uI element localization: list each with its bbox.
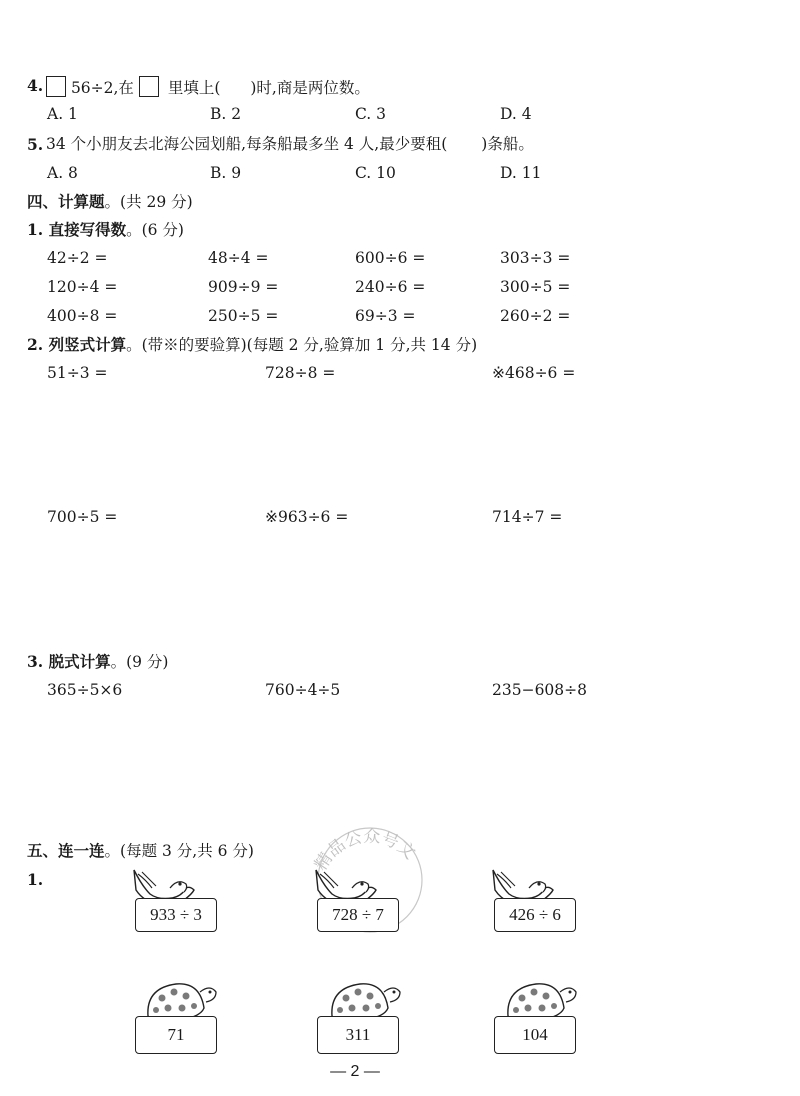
part2-score: 。(带※的要验算)(每题 2 分,验算加 1 分,共 14 分) <box>126 336 478 354</box>
stepwise-calc-item: 760÷4÷5 <box>265 681 341 699</box>
q4-text-3: )时,商是两位数。 <box>250 79 370 97</box>
vertical-calc-item: ※963÷6 = <box>265 508 349 526</box>
vertical-calc-item: 714÷7 = <box>492 508 563 526</box>
mental-calc-item: 69÷3 = <box>355 307 416 325</box>
vertical-calc-item: ※468÷6 = <box>492 364 576 382</box>
page-number: — 2 — <box>330 1063 380 1080</box>
part3-title: 3. 脱式计算 <box>27 652 111 671</box>
vertical-calc-item: 700÷5 = <box>47 508 118 526</box>
q5-option-c: C. 10 <box>355 164 396 182</box>
stamp-text: 精品公众号文 <box>311 826 419 875</box>
section4-heading <box>27 194 193 211</box>
part1-heading <box>27 222 184 239</box>
mental-calc-item: 909÷9 = <box>208 278 279 296</box>
q4-option-d: D. 4 <box>500 105 532 123</box>
q4-text-1: 56÷2,在 <box>70 79 134 97</box>
section5-heading <box>27 843 254 860</box>
section4-title: 四、计算题 <box>27 192 105 211</box>
section5-score: 。(每题 3 分,共 6 分) <box>104 842 254 860</box>
part1-score: 。(6 分) <box>126 221 184 239</box>
q4-stem <box>46 76 370 97</box>
result-card[interactable]: 71 <box>135 1016 217 1054</box>
mental-calc-item: 240÷6 = <box>355 278 426 296</box>
q5-option-d: D. 11 <box>500 164 542 182</box>
q4-text-2: 里填上( <box>167 79 221 97</box>
q4-option-c: C. 3 <box>355 105 387 123</box>
q5-stem <box>46 137 534 153</box>
mental-calc-item: 600÷6 = <box>355 249 426 267</box>
q5-text-1: 34 个小朋友去北海公园划船,每条船最多坐 4 人,最少要租( <box>46 135 448 153</box>
q5-option-b: B. 9 <box>210 164 242 182</box>
mental-calc-item: 120÷4 = <box>47 278 118 296</box>
vertical-calc-item: 728÷8 = <box>265 364 336 382</box>
mental-calc-item: 260÷2 = <box>500 307 571 325</box>
q4-option-a: A. 1 <box>47 105 78 123</box>
q5-number: 5. <box>27 135 44 154</box>
stepwise-calc-item: 365÷5×6 <box>47 681 123 699</box>
expression-card[interactable]: 933 ÷ 3 <box>135 898 217 932</box>
mental-calc-item: 42÷2 = <box>47 249 108 267</box>
part3-heading <box>27 654 168 671</box>
part1-title: 1. 直接写得数 <box>27 220 127 239</box>
q5-text-2: )条船。 <box>481 135 534 153</box>
result-card[interactable]: 104 <box>494 1016 576 1054</box>
q4-number: 4. <box>27 76 44 95</box>
part2-heading <box>27 337 477 354</box>
expression-card[interactable]: 728 ÷ 7 <box>317 898 399 932</box>
mental-calc-item: 48÷4 = <box>208 249 269 267</box>
mental-calc-item: 303÷3 = <box>500 249 571 267</box>
q4-option-b: B. 2 <box>210 105 242 123</box>
part3-score: 。(9 分) <box>110 653 169 671</box>
section4-score: 。(共 29 分) <box>104 193 193 211</box>
section5-title: 五、连一连 <box>27 841 105 860</box>
q4-blank-box-2 <box>139 76 159 97</box>
q4-blank-box-1 <box>46 76 66 97</box>
expression-card[interactable]: 426 ÷ 6 <box>494 898 576 932</box>
part2-title: 2. 列竖式计算 <box>27 335 127 354</box>
section5-item-number: 1. <box>27 870 44 889</box>
stepwise-calc-item: 235−608÷8 <box>492 681 588 699</box>
result-card[interactable]: 311 <box>317 1016 399 1054</box>
mental-calc-item: 400÷8 = <box>47 307 118 325</box>
vertical-calc-item: 51÷3 = <box>47 364 108 382</box>
mental-calc-item: 300÷5 = <box>500 278 571 296</box>
q5-option-a: A. 8 <box>47 164 78 182</box>
mental-calc-item: 250÷5 = <box>208 307 279 325</box>
